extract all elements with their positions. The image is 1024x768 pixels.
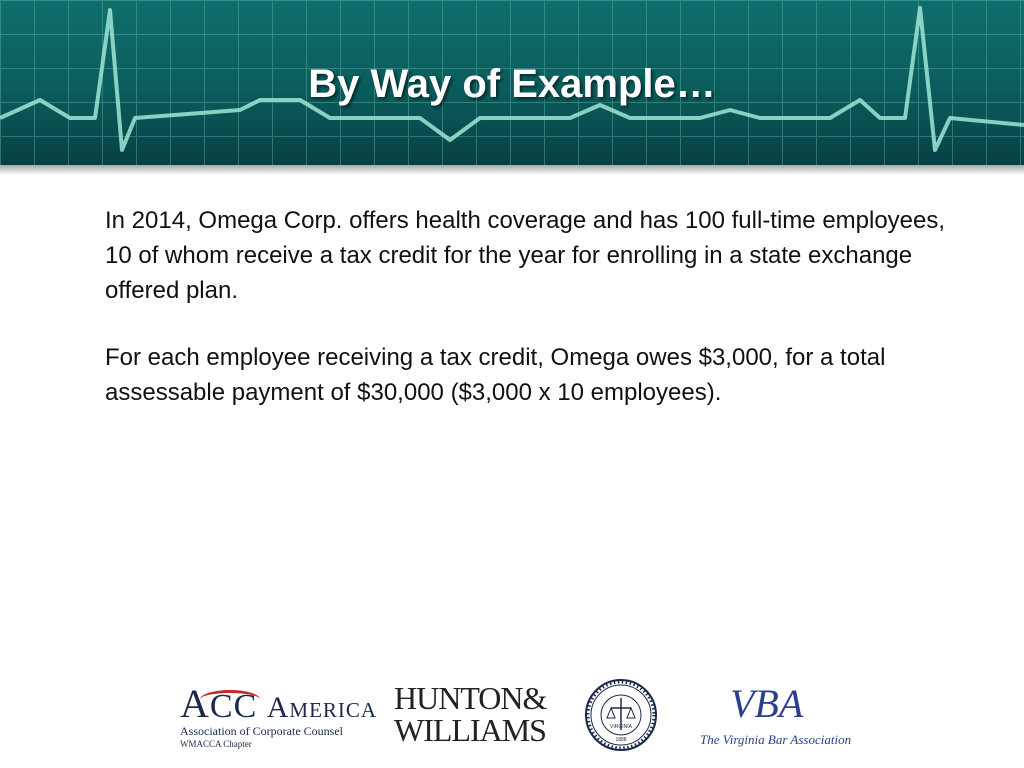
acc-tagline: Association of Corporate Counsel (180, 724, 343, 738)
acc-america-logo (180, 680, 378, 750)
example-paragraph-1: In 2014, Omega Corp. offers health coverage and has 100 full-time employees, 10 of whom receive a tax credit for the year for enrolling in a state exchange offered plan. (105, 207, 946, 304)
sponsor-logos (0, 670, 1024, 760)
acc-logo-mark: ACC America (180, 681, 378, 726)
vba-tagline: The Virginia Bar Association (700, 732, 852, 747)
banner-shadow (0, 165, 1024, 175)
acc-name: America (266, 691, 378, 724)
virginia-bar-association-logo (700, 680, 852, 750)
seal-center-text: VIRGINIA (610, 724, 632, 730)
vba-mark: VBA (730, 681, 804, 726)
acc-chapter: WMACCA Chapter (180, 739, 252, 749)
header-banner (0, 0, 1024, 165)
slide-body (105, 203, 965, 442)
seal-year-text: 1888 (615, 737, 627, 743)
hunton-line-1: HUNTON& (394, 680, 547, 716)
acc-initials: CC (209, 688, 258, 725)
hunton-williams-logo (394, 680, 547, 752)
bar-seal-icon (584, 678, 658, 752)
slide-title: By Way of Example… (308, 62, 716, 106)
hunton-line-2: WILLIAMS (394, 712, 546, 748)
example-paragraph-2: For each employee receiving a tax credit, Omega owes $3,000, for a total assessable payment of $30,000 ($3,000 x 10 employees). (105, 344, 886, 406)
